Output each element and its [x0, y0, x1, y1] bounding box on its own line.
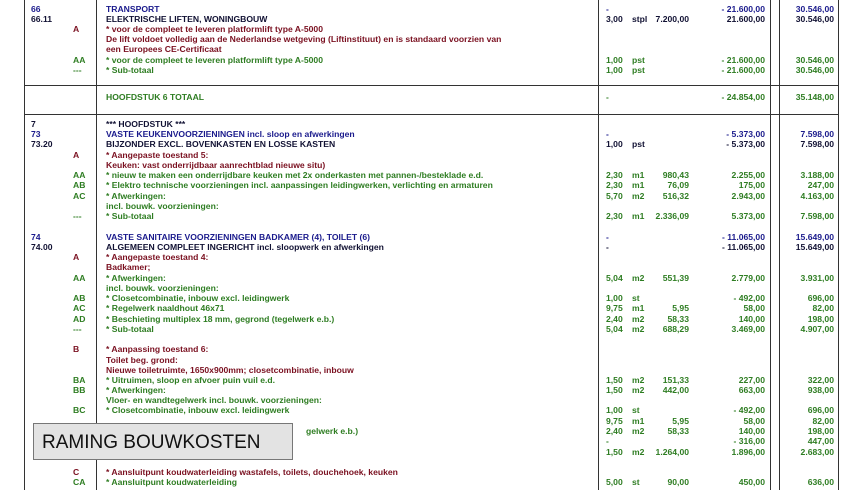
row-subcode: --- [73, 324, 82, 334]
row-total: 2.943,00 [731, 191, 765, 201]
row-unit: m1 [632, 303, 645, 313]
row-unit: st [632, 405, 640, 415]
row-unit-price: 90,00 [667, 477, 689, 487]
row-unit: m1 [632, 170, 645, 180]
table-row [0, 375, 866, 385]
table-row [0, 211, 866, 221]
section-divider-top [24, 85, 838, 86]
row-unit: st [632, 477, 640, 487]
row-total: - 21.600,00 [721, 4, 765, 14]
row-total: 2.779,00 [731, 273, 765, 283]
row-description: VASTE KEUKENVOORZIENINGEN incl. sloop en afwerkingen [106, 129, 355, 139]
table-row [0, 365, 866, 375]
table-row [0, 44, 866, 54]
row-quantity: 2,40 [606, 314, 623, 324]
row-description: * Afwerkingen: [106, 385, 166, 395]
row-description: gelwerk e.b.) [306, 426, 359, 436]
row-subcode: AA [73, 55, 86, 65]
row-subcode: BB [73, 385, 86, 395]
row-total: 3.469,00 [731, 324, 765, 334]
table-row [0, 262, 866, 272]
row-description: Keuken: vast onderrijdbaar aanrechtblad nieuwe situ) [106, 160, 326, 170]
row-description: * Aangepaste toestand 4: [106, 252, 209, 262]
row-quantity: 3,00 [606, 14, 623, 24]
table-row [0, 252, 866, 262]
row-unit: m1 [632, 416, 645, 426]
row-quantity: 9,75 [606, 416, 623, 426]
row-total-incl: 447,00 [807, 436, 834, 446]
row-total-incl: 2.683,00 [800, 447, 834, 457]
row-description: * Sub-totaal [106, 324, 154, 334]
row-description: incl. bouwk. voorzieningen: [106, 283, 219, 293]
row-total: 5.373,00 [731, 211, 765, 221]
row-total-incl: 696,00 [807, 293, 834, 303]
row-description: HOOFDSTUK 6 TOTAAL [106, 92, 205, 102]
row-description: Nieuwe toiletruimte, 1650x900mm; closetcombinatie, inbouw [106, 365, 354, 375]
row-subcode: AA [73, 273, 86, 283]
row-description: * Regelwerk naaldhout 46x71 [106, 303, 225, 313]
row-total-incl: 30.546,00 [795, 4, 834, 14]
row-unit: m2 [632, 385, 645, 395]
table-row [0, 385, 866, 395]
row-description: ELEKTRISCHE LIFTEN, WONINGBOUW [106, 14, 268, 24]
row-quantity: 1,00 [606, 293, 623, 303]
row-code: 73 [31, 129, 41, 139]
row-quantity: - [606, 242, 609, 252]
row-total: 2.255,00 [731, 170, 765, 180]
row-subcode: AB [73, 293, 86, 303]
row-total: 1.896,00 [731, 447, 765, 457]
row-description: BIJZONDER EXCL. BOVENKASTEN EN LOSSE KASTEN [106, 139, 336, 149]
row-quantity: 1,50 [606, 385, 623, 395]
row-total-incl: 322,00 [807, 375, 834, 385]
row-total: - 492,00 [733, 293, 765, 303]
row-description: incl. bouwk. voorzieningen: [106, 201, 219, 211]
row-unit-price: 2.336,09 [655, 211, 689, 221]
row-unit: st [632, 293, 640, 303]
row-quantity: 1,00 [606, 65, 623, 75]
row-total: 450,00 [738, 477, 765, 487]
row-total: - 5.373,00 [726, 129, 765, 139]
row-total: 58,00 [743, 303, 765, 313]
row-unit-price: 5,95 [672, 303, 689, 313]
table-row [0, 293, 866, 303]
row-quantity: 2,40 [606, 426, 623, 436]
row-subcode: C [73, 467, 80, 477]
row-total-incl: 7.598,00 [800, 129, 834, 139]
document-title-label: RAMING BOUWKOSTEN [33, 423, 293, 460]
row-description: een Europees CE-Certificaat [106, 44, 222, 54]
row-total: - 11.065,00 [721, 242, 765, 252]
table-row [0, 344, 866, 354]
row-total-incl: 938,00 [807, 385, 834, 395]
table-row [0, 65, 866, 75]
row-description: * Afwerkingen: [106, 191, 166, 201]
row-total: 21.600,00 [726, 14, 765, 24]
row-description: * voor de compleet te leveren platformlift type A-5000 [106, 24, 323, 34]
row-description: Toilet beg. grond: [106, 355, 178, 365]
row-subcode: AD [73, 314, 86, 324]
row-total-incl: 82,00 [812, 416, 834, 426]
table-row [0, 180, 866, 190]
row-total: - 11.065,00 [721, 232, 765, 242]
section-divider-bottom [24, 114, 838, 115]
row-total-incl: 7.598,00 [800, 139, 834, 149]
row-quantity: 1,50 [606, 447, 623, 457]
row-quantity: 5,04 [606, 324, 623, 334]
row-description: * Closetcombinatie, inbouw excl. leidingwerk [106, 293, 290, 303]
row-description: * Uitruimen, sloop en afvoer puin vuil e.d. [106, 375, 276, 385]
table-row [0, 405, 866, 415]
table-row [0, 92, 866, 102]
table-row [0, 477, 866, 487]
row-unit: pst [632, 55, 645, 65]
table-row [0, 4, 866, 14]
row-total-incl: 198,00 [807, 426, 834, 436]
row-description: * Sub-totaal [106, 65, 154, 75]
row-unit: m1 [632, 211, 645, 221]
row-unit: stpl [632, 14, 648, 24]
row-description: * Elektro technische voorzieningen incl. aanpassingen leidingwerken, verlichting en armaturen [106, 180, 493, 190]
row-description: * Aangepaste toestand 5: [106, 150, 209, 160]
table-row [0, 191, 866, 201]
row-unit-price: 688,29 [662, 324, 689, 334]
row-quantity: 2,30 [606, 211, 623, 221]
row-total: 175,00 [738, 180, 765, 190]
row-unit: m2 [632, 314, 645, 324]
row-total-incl: 15.649,00 [795, 242, 834, 252]
row-subcode: BC [73, 405, 86, 415]
row-total-incl: 4.163,00 [800, 191, 834, 201]
row-quantity: 9,75 [606, 303, 623, 313]
row-subcode: AC [73, 303, 86, 313]
row-subcode: AA [73, 170, 86, 180]
row-code: 74 [31, 232, 41, 242]
table-row [0, 355, 866, 365]
row-description: * Aanpassing toestand 6: [106, 344, 209, 354]
row-description: VASTE SANITAIRE VOORZIENINGEN BADKAMER (4), TOILET (6) [106, 232, 371, 242]
row-code: 66 [31, 4, 41, 14]
row-total-incl: 696,00 [807, 405, 834, 415]
row-total: - 316,00 [733, 436, 765, 446]
row-description: * Aansluitpunt koudwaterleiding [106, 477, 237, 487]
row-quantity: - [606, 129, 609, 139]
row-unit-price: 516,32 [662, 191, 689, 201]
table-row [0, 232, 866, 242]
row-unit-price: 1.264,00 [655, 447, 689, 457]
row-total-incl: 7.598,00 [800, 211, 834, 221]
row-total: 663,00 [738, 385, 765, 395]
row-quantity: 1,00 [606, 405, 623, 415]
table-row [0, 303, 866, 313]
table-row [0, 55, 866, 65]
row-unit-price: 7.200,00 [655, 14, 689, 24]
row-unit-price: 76,09 [667, 180, 689, 190]
row-quantity: 5,70 [606, 191, 623, 201]
row-total-incl: 247,00 [807, 180, 834, 190]
row-total-incl: 3.188,00 [800, 170, 834, 180]
row-unit-price: 151,33 [662, 375, 689, 385]
row-total-incl: 3.931,00 [800, 273, 834, 283]
row-subcode: A [73, 24, 80, 34]
row-code: 74.00 [31, 242, 53, 252]
table-row [0, 34, 866, 44]
row-subcode: CA [73, 477, 86, 487]
row-description: * Closetcombinatie, inbouw excl. leidingwerk [106, 405, 290, 415]
row-total: 140,00 [738, 426, 765, 436]
row-total-incl: 198,00 [807, 314, 834, 324]
row-unit-price: 551,39 [662, 273, 689, 283]
row-description: *** HOOFDSTUK *** [106, 119, 186, 129]
row-description: De lift voldoet volledig aan de Nederlandse wetgeving (Liftinstituut) en is standaard voorzien van [106, 34, 502, 44]
row-description: * Afwerkingen: [106, 273, 166, 283]
row-total-incl: 4.907,00 [800, 324, 834, 334]
row-quantity: 1,00 [606, 139, 623, 149]
row-subcode: AC [73, 191, 86, 201]
row-subcode: A [73, 150, 80, 160]
row-unit-price: 5,95 [672, 416, 689, 426]
row-quantity: - [606, 4, 609, 14]
row-description: * Sub-totaal [106, 211, 154, 221]
row-total-incl: 636,00 [807, 477, 834, 487]
row-subcode: B [73, 344, 80, 354]
row-quantity: - [606, 436, 609, 446]
row-total-incl: 30.546,00 [795, 55, 834, 65]
row-description: * nieuw te maken een onderrijdbare keuken met 2x onderkasten met pannen-/besteklade e.d. [106, 170, 484, 180]
row-description: Vloer- en wandtegelwerk incl. bouwk. voorzieningen: [106, 395, 322, 405]
row-quantity: - [606, 232, 609, 242]
table-row [0, 160, 866, 170]
table-row [0, 150, 866, 160]
row-total: - 21.600,00 [721, 65, 765, 75]
table-row [0, 242, 866, 252]
row-quantity: 5,00 [606, 477, 623, 487]
row-unit: m2 [632, 375, 645, 385]
table-row [0, 14, 866, 24]
row-code: 73.20 [31, 139, 53, 149]
table-row [0, 201, 866, 211]
row-unit-price: 58,33 [667, 314, 689, 324]
row-unit: m2 [632, 273, 645, 283]
row-code: 66.11 [31, 14, 53, 24]
row-unit: m2 [632, 426, 645, 436]
row-unit: pst [632, 139, 645, 149]
row-code: 7 [31, 119, 36, 129]
row-total-incl: 30.546,00 [795, 65, 834, 75]
row-description: Badkamer; [106, 262, 151, 272]
row-unit: m2 [632, 447, 645, 457]
row-subcode: --- [73, 65, 82, 75]
table-row [0, 24, 866, 34]
row-total: 58,00 [743, 416, 765, 426]
row-quantity: 2,30 [606, 170, 623, 180]
row-quantity: 1,50 [606, 375, 623, 385]
row-quantity: 5,04 [606, 273, 623, 283]
row-total: - 24.854,00 [721, 92, 765, 102]
row-quantity: - [606, 92, 609, 102]
row-total: 140,00 [738, 314, 765, 324]
table-row [0, 273, 866, 283]
row-description: * Aansluitpunt koudwaterleiding wastafels, toilets, douchehoek, keuken [106, 467, 398, 477]
table-row [0, 139, 866, 149]
table-row [0, 467, 866, 477]
row-quantity: 1,00 [606, 55, 623, 65]
table-row [0, 129, 866, 139]
row-subcode: AB [73, 180, 86, 190]
table-row [0, 314, 866, 324]
row-description: ALGEMEEN COMPLEET INGERICHT incl. sloopwerk en afwerkingen [106, 242, 384, 252]
table-row [0, 283, 866, 293]
row-total-incl: 82,00 [812, 303, 834, 313]
row-subcode: BA [73, 375, 86, 385]
table-row [0, 324, 866, 334]
row-total-incl: 30.546,00 [795, 14, 834, 24]
row-unit: m2 [632, 324, 645, 334]
row-description: TRANSPORT [106, 4, 160, 14]
table-row [0, 119, 866, 129]
row-quantity: 2,30 [606, 180, 623, 190]
row-unit-price: 442,00 [662, 385, 689, 395]
table-row [0, 395, 866, 405]
row-total: - 492,00 [733, 405, 765, 415]
row-description: * Beschieting multiplex 18 mm, gegrond (tegelwerk e.b.) [106, 314, 335, 324]
row-unit-price: 58,33 [667, 426, 689, 436]
row-unit: m1 [632, 180, 645, 190]
row-total: - 5.373,00 [726, 139, 765, 149]
row-total-incl: 35.148,00 [795, 92, 834, 102]
row-total-incl: 15.649,00 [795, 232, 834, 242]
row-description: * voor de compleet te leveren platformlift type A-5000 [106, 55, 323, 65]
row-total: 227,00 [738, 375, 765, 385]
row-unit: pst [632, 65, 645, 75]
row-unit: m2 [632, 191, 645, 201]
table-row [0, 170, 866, 180]
row-unit-price: 980,43 [662, 170, 689, 180]
row-total: - 21.600,00 [721, 55, 765, 65]
row-subcode: A [73, 252, 80, 262]
row-subcode: --- [73, 211, 82, 221]
